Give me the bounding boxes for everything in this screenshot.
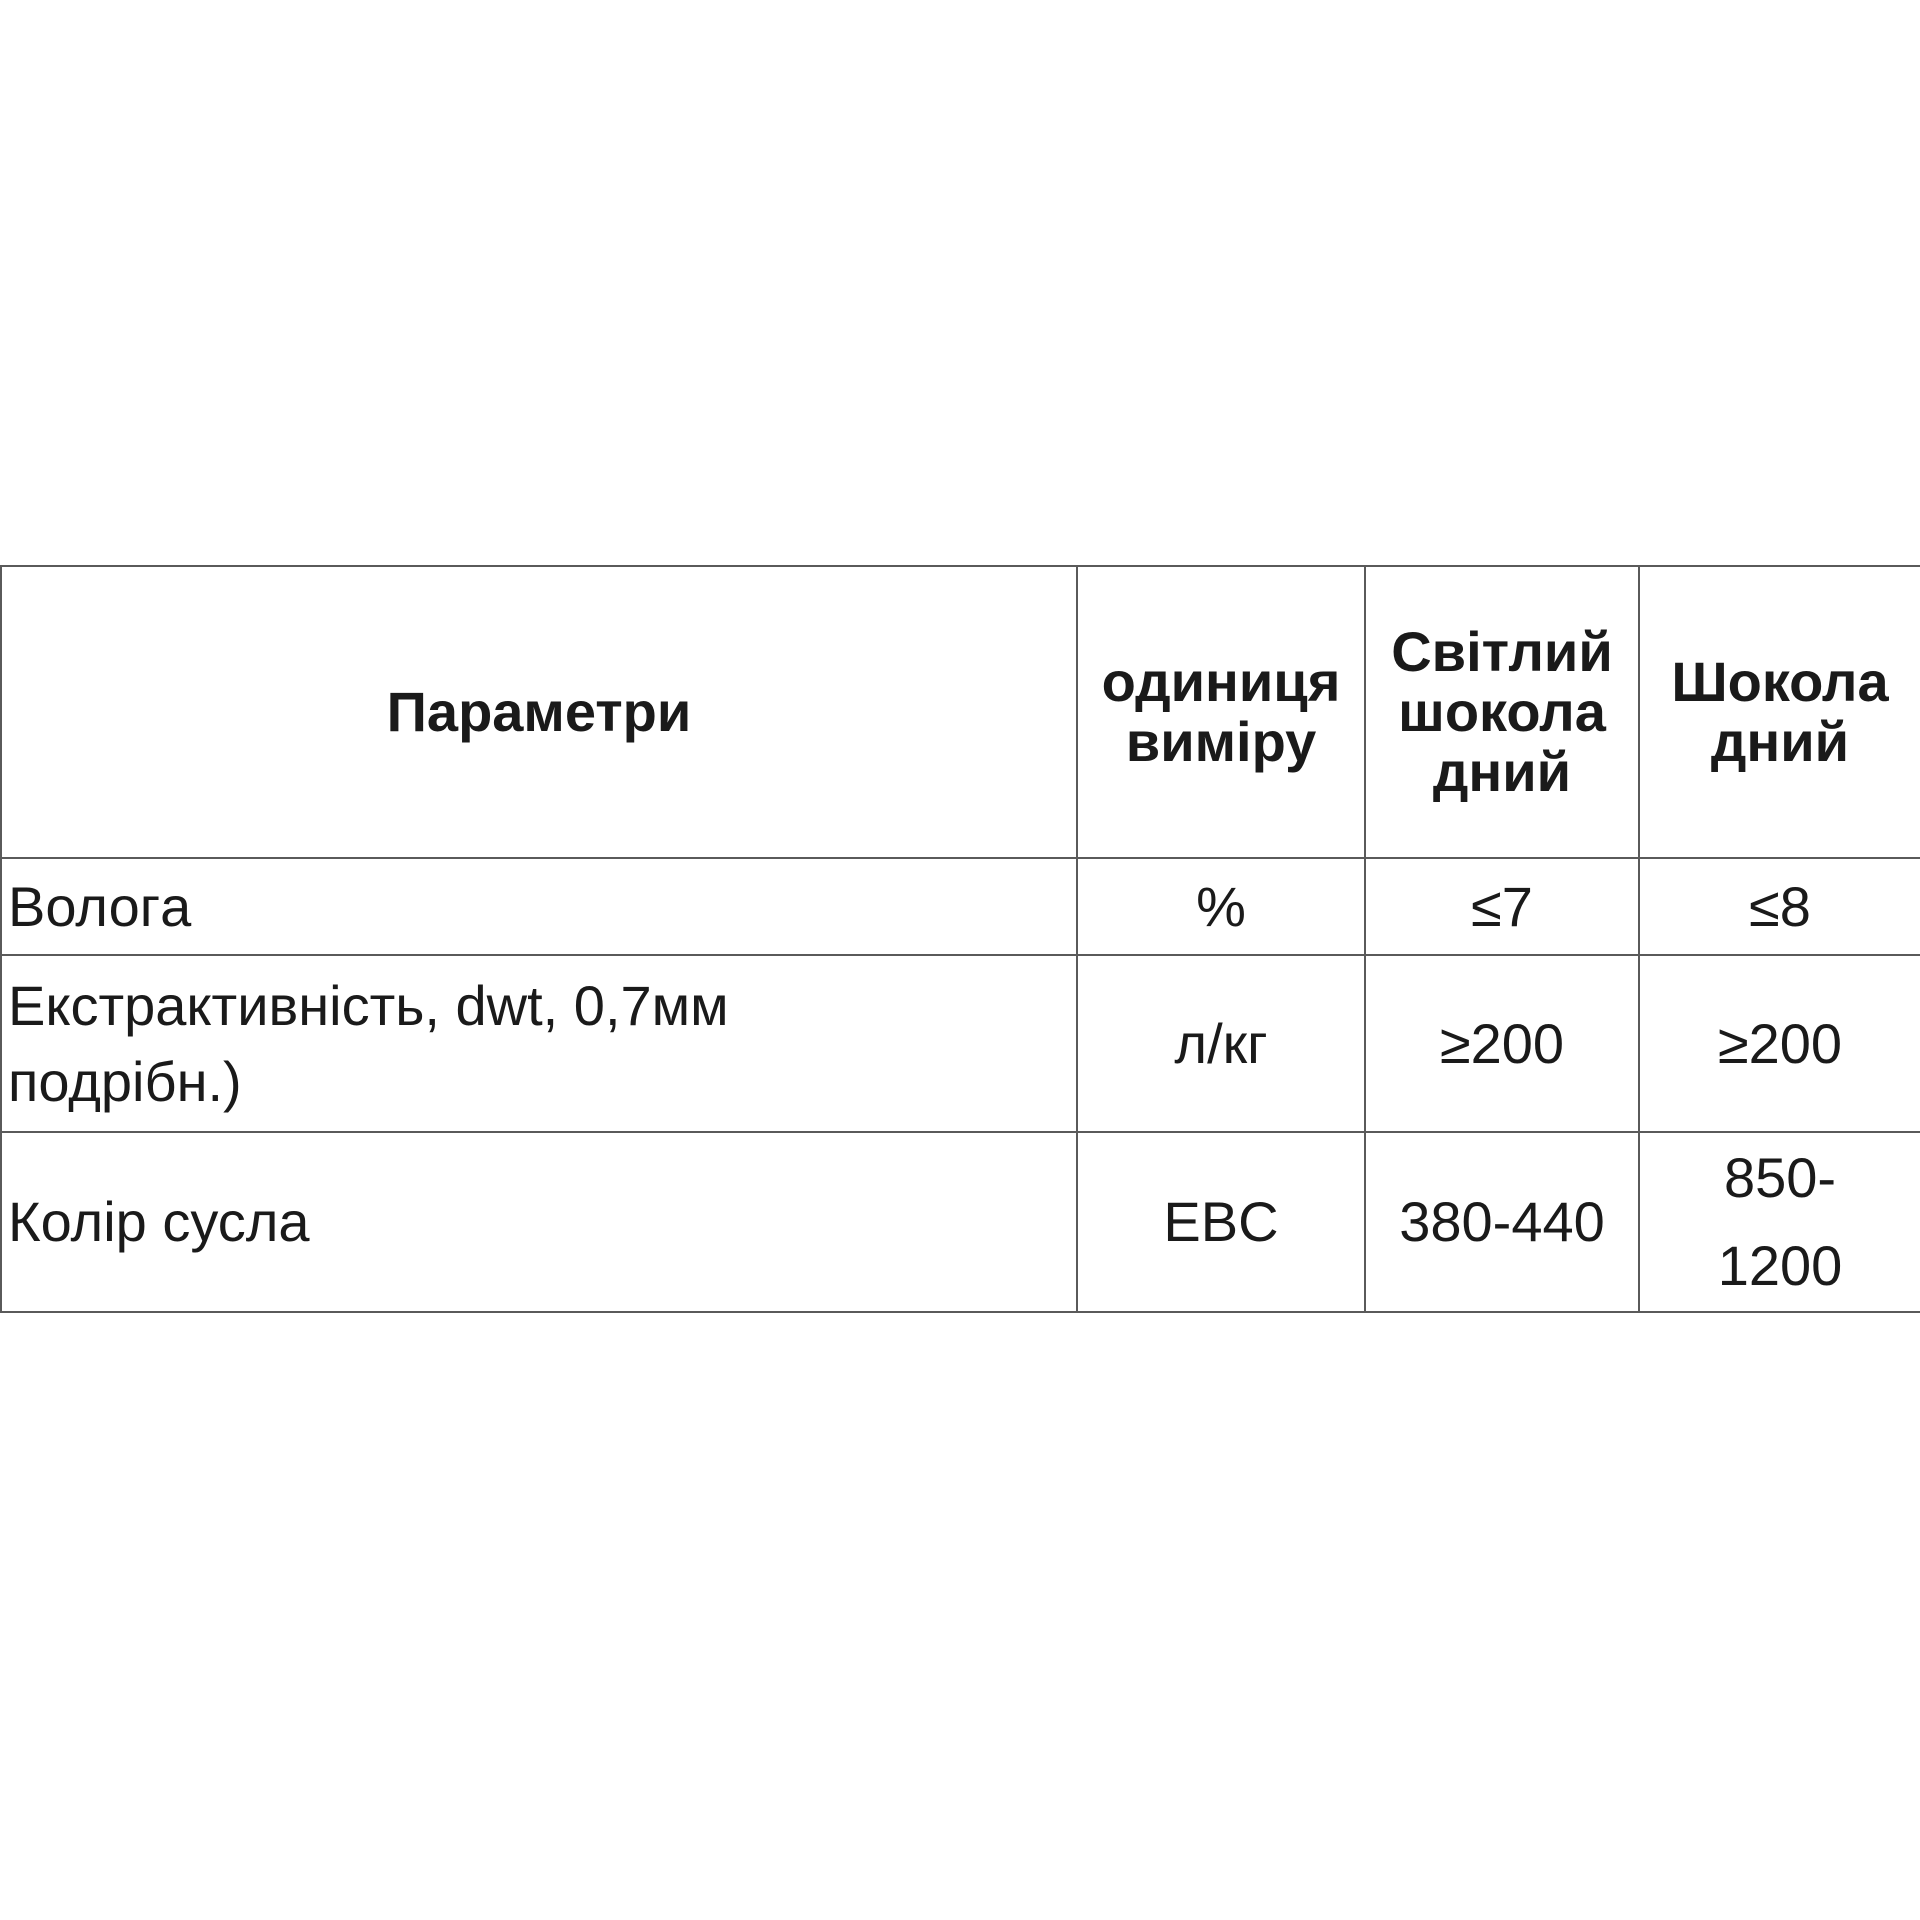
cell-chocolate-line2: 1200 xyxy=(1717,1234,1843,1297)
header-choc-line1: Шокола xyxy=(1671,650,1889,713)
header-unit-line1: одиниця xyxy=(1101,650,1341,713)
cell-chocolate-line1: 850- xyxy=(1723,1146,1837,1209)
cell-light-chocolate: ≤7 xyxy=(1365,858,1639,955)
cell-unit: % xyxy=(1077,858,1365,955)
cell-parameter xyxy=(1,955,1077,1132)
table-row xyxy=(1,858,1920,955)
cell-unit: л/кг xyxy=(1077,955,1365,1132)
table-row xyxy=(1,1132,1920,1312)
cell-parameter-line2: подрібн.) xyxy=(8,1049,242,1113)
cell-unit: EBC xyxy=(1077,1132,1365,1312)
cell-parameter: Колір сусла xyxy=(1,1132,1077,1312)
cell-parameter-line1: Екстрактивність, dwt, 0,7мм xyxy=(8,973,729,1037)
table-header-row xyxy=(1,566,1920,858)
header-light-line2: шокола xyxy=(1398,680,1606,743)
header-parameter xyxy=(1,566,1077,858)
table-row xyxy=(1,955,1920,1132)
cell-light-chocolate: 380-440 xyxy=(1365,1132,1639,1312)
cell-parameter: Вологa xyxy=(1,858,1077,955)
cell-light-chocolate: ≥200 xyxy=(1365,955,1639,1132)
malt-spec-table xyxy=(0,565,1920,1313)
header-light-line3: дний xyxy=(1432,740,1572,803)
header-light-line1: Світлий xyxy=(1391,620,1613,683)
header-unit-line2: виміру xyxy=(1125,710,1317,773)
cell-chocolate: ≥200 xyxy=(1639,955,1920,1132)
header-light-chocolate xyxy=(1365,566,1639,858)
header-unit xyxy=(1077,566,1365,858)
header-parameter-label: Параметри xyxy=(386,680,692,743)
header-chocolate xyxy=(1639,566,1920,858)
cell-chocolate: ≤8 xyxy=(1639,858,1920,955)
header-choc-line2: дний xyxy=(1710,710,1850,773)
cell-chocolate xyxy=(1639,1132,1920,1312)
